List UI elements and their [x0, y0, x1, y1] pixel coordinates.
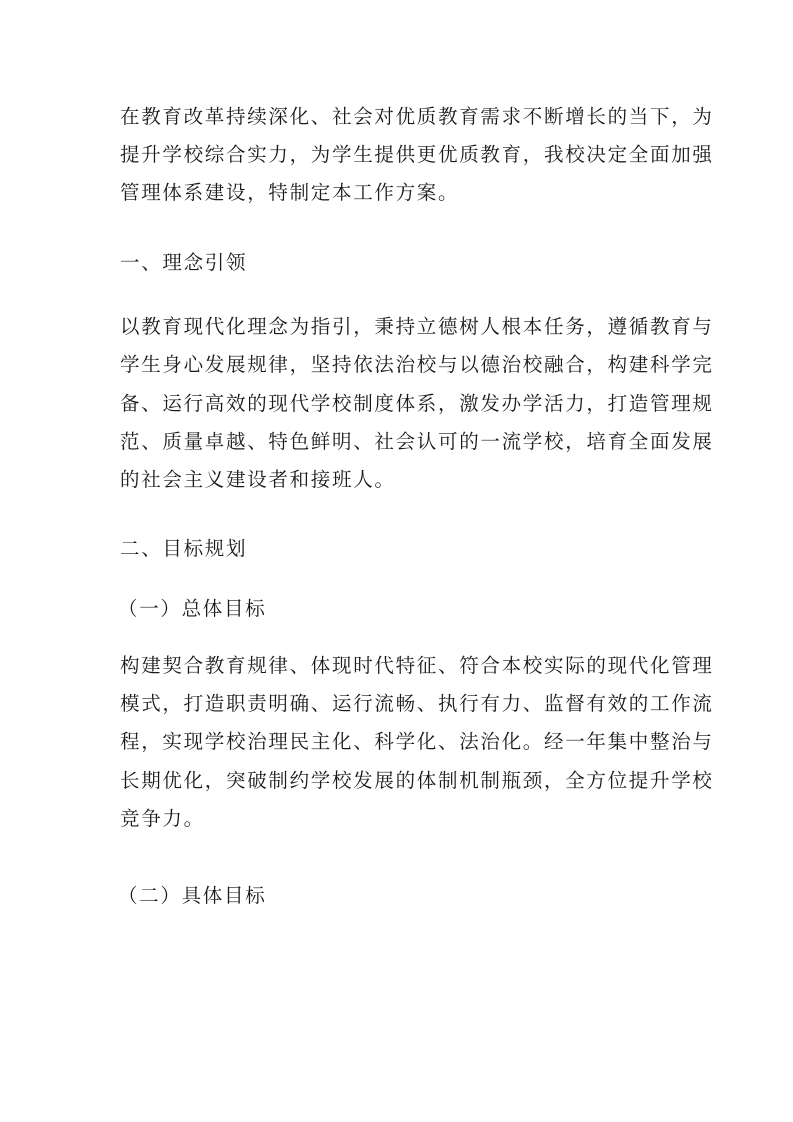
- intro-line-2: 提升学校综合实力，为学生提供更优质教育，我校决定全面加强: [120, 143, 714, 166]
- subsection-1-heading: （一）总体目标: [118, 597, 267, 620]
- subsection-1-line-1: 构建契合教育规律、体现时代特征、符合本校实际的现代化管理: [120, 654, 714, 677]
- section-1-line-2: 学生身心发展规律，坚持依法治校与以德治校融合，构建科学完: [120, 353, 714, 376]
- subsection-1-line-2: 模式，打造职责明确、运行流畅、执行有力、监督有效的工作流: [120, 692, 714, 715]
- intro-line-3: 管理体系建设，特制定本工作方案。: [120, 181, 460, 204]
- subsection-1-line-4: 长期优化，突破制约学校发展的体制机制瓶颈，全方位提升学校: [120, 769, 714, 792]
- subsection-1-line-5: 竞争力。: [120, 807, 205, 830]
- section-1-line-3: 备、运行高效的现代学校制度体系，激发办学活力，打造管理规: [120, 392, 714, 415]
- section-1-line-4: 范、质量卓越、特色鲜明、社会认可的一流学校，培育全面发展: [120, 430, 714, 453]
- subsection-1-line-3: 程，实现学校治理民主化、科学化、法治化。经一年集中整治与: [120, 730, 714, 753]
- section-1-line-1: 以教育现代化理念为指引，秉持立德树人根本任务，遵循教育与: [120, 315, 714, 338]
- section-1-line-5: 的社会主义建设者和接班人。: [120, 468, 396, 491]
- section-2-heading: 二、目标规划: [120, 537, 248, 560]
- section-1-heading: 一、理念引领: [120, 251, 248, 274]
- subsection-2-heading: （二）具体目标: [118, 884, 267, 907]
- intro-line-1: 在教育改革持续深化、社会对优质教育需求不断增长的当下，为: [120, 105, 714, 128]
